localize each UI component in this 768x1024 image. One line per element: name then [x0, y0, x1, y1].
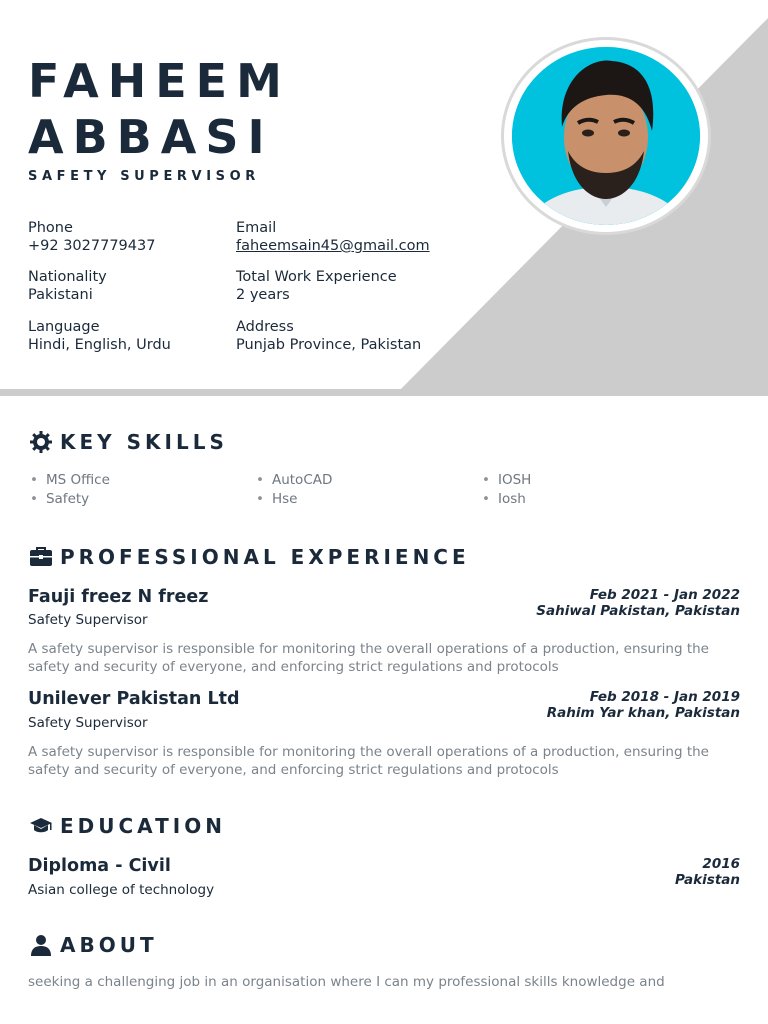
- email-label: Email: [236, 220, 277, 236]
- job-company: Unilever Pakistan Ltd: [28, 689, 240, 709]
- education-location: Pakistan: [675, 872, 740, 888]
- job-description: A safety supervisor is responsible for monitoring the overall operations of a production, ensuring the safety and security of everyone, and enforcing strict regulations and protocols: [28, 744, 709, 778]
- job-company: Fauji freez N freez: [28, 587, 209, 607]
- contact-experience: [236, 268, 397, 304]
- section-education: [28, 814, 226, 838]
- experience-label: Total Work Experience: [236, 269, 397, 285]
- nationality-value: Pakistani: [28, 287, 93, 303]
- email-link[interactable]: faheemsain45@gmail.com: [236, 238, 430, 254]
- contact-phone: [28, 219, 155, 255]
- about-text: seeking a challenging job in an organisation where I can my professional skills knowledge and: [28, 974, 665, 990]
- skill-item: • Hse: [256, 491, 297, 507]
- education-degree: Diploma - Civil: [28, 856, 171, 876]
- user-icon: [28, 933, 54, 957]
- contact-email: [236, 219, 430, 255]
- skill-item: • Iosh: [482, 491, 526, 507]
- graduation-cap-icon: [28, 814, 54, 838]
- job-dates: Feb 2018 - Jan 2019: [589, 689, 740, 705]
- section-about: [28, 933, 158, 957]
- contact-language: [28, 318, 171, 354]
- about-heading: ABOUT: [60, 933, 158, 957]
- job-location: Sahiwal Pakistan, Pakistan: [536, 603, 740, 619]
- section-key-skills: [28, 430, 228, 454]
- skill-item: • MS Office: [30, 472, 110, 488]
- skill-item: • Safety: [30, 491, 89, 507]
- skill-item: • AutoCAD: [256, 472, 332, 488]
- job-meta: [536, 587, 740, 619]
- job-location: Rahim Yar khan, Pakistan: [546, 705, 740, 721]
- job-role: Safety Supervisor: [28, 715, 148, 731]
- education-year: 2016: [702, 856, 740, 872]
- job-role: Safety Supervisor: [28, 612, 148, 628]
- portrait-illustration: [512, 47, 700, 225]
- experience-heading: PROFESSIONAL EXPERIENCE: [60, 545, 470, 569]
- section-experience: [28, 545, 470, 569]
- phone-value: +92 3027779437: [28, 238, 156, 254]
- experience-value: 2 years: [236, 287, 290, 303]
- gear-icon: [28, 430, 54, 454]
- job-description: A safety supervisor is responsible for monitoring the overall operations of a production, ensuring the safety and security of everyone, and enforcing strict regulations and protocols: [28, 641, 709, 675]
- address-label: Address: [236, 319, 294, 335]
- language-label: Language: [28, 319, 100, 335]
- skill-item: • IOSH: [482, 472, 531, 488]
- phone-label: Phone: [28, 220, 73, 236]
- education-heading: EDUCATION: [60, 814, 226, 838]
- briefcase-icon: [28, 545, 54, 569]
- education-school: Asian college of technology: [28, 882, 215, 898]
- resume-header: [0, 0, 768, 396]
- last-name: ABBASI: [28, 110, 274, 164]
- profile-photo: [512, 47, 700, 225]
- contact-address: [236, 318, 421, 354]
- job-meta: [547, 689, 740, 721]
- first-name: FAHEEM: [28, 54, 291, 108]
- contact-nationality: [28, 268, 107, 304]
- key-skills-heading: KEY SKILLS: [60, 430, 228, 454]
- education-meta: [675, 856, 740, 888]
- job-title: SAFETY SUPERVISOR: [28, 169, 260, 184]
- nationality-label: Nationality: [28, 269, 107, 285]
- job-dates: Feb 2021 - Jan 2022: [589, 587, 740, 603]
- language-value: Hindi, English, Urdu: [28, 337, 171, 353]
- address-value: Punjab Province, Pakistan: [236, 337, 422, 353]
